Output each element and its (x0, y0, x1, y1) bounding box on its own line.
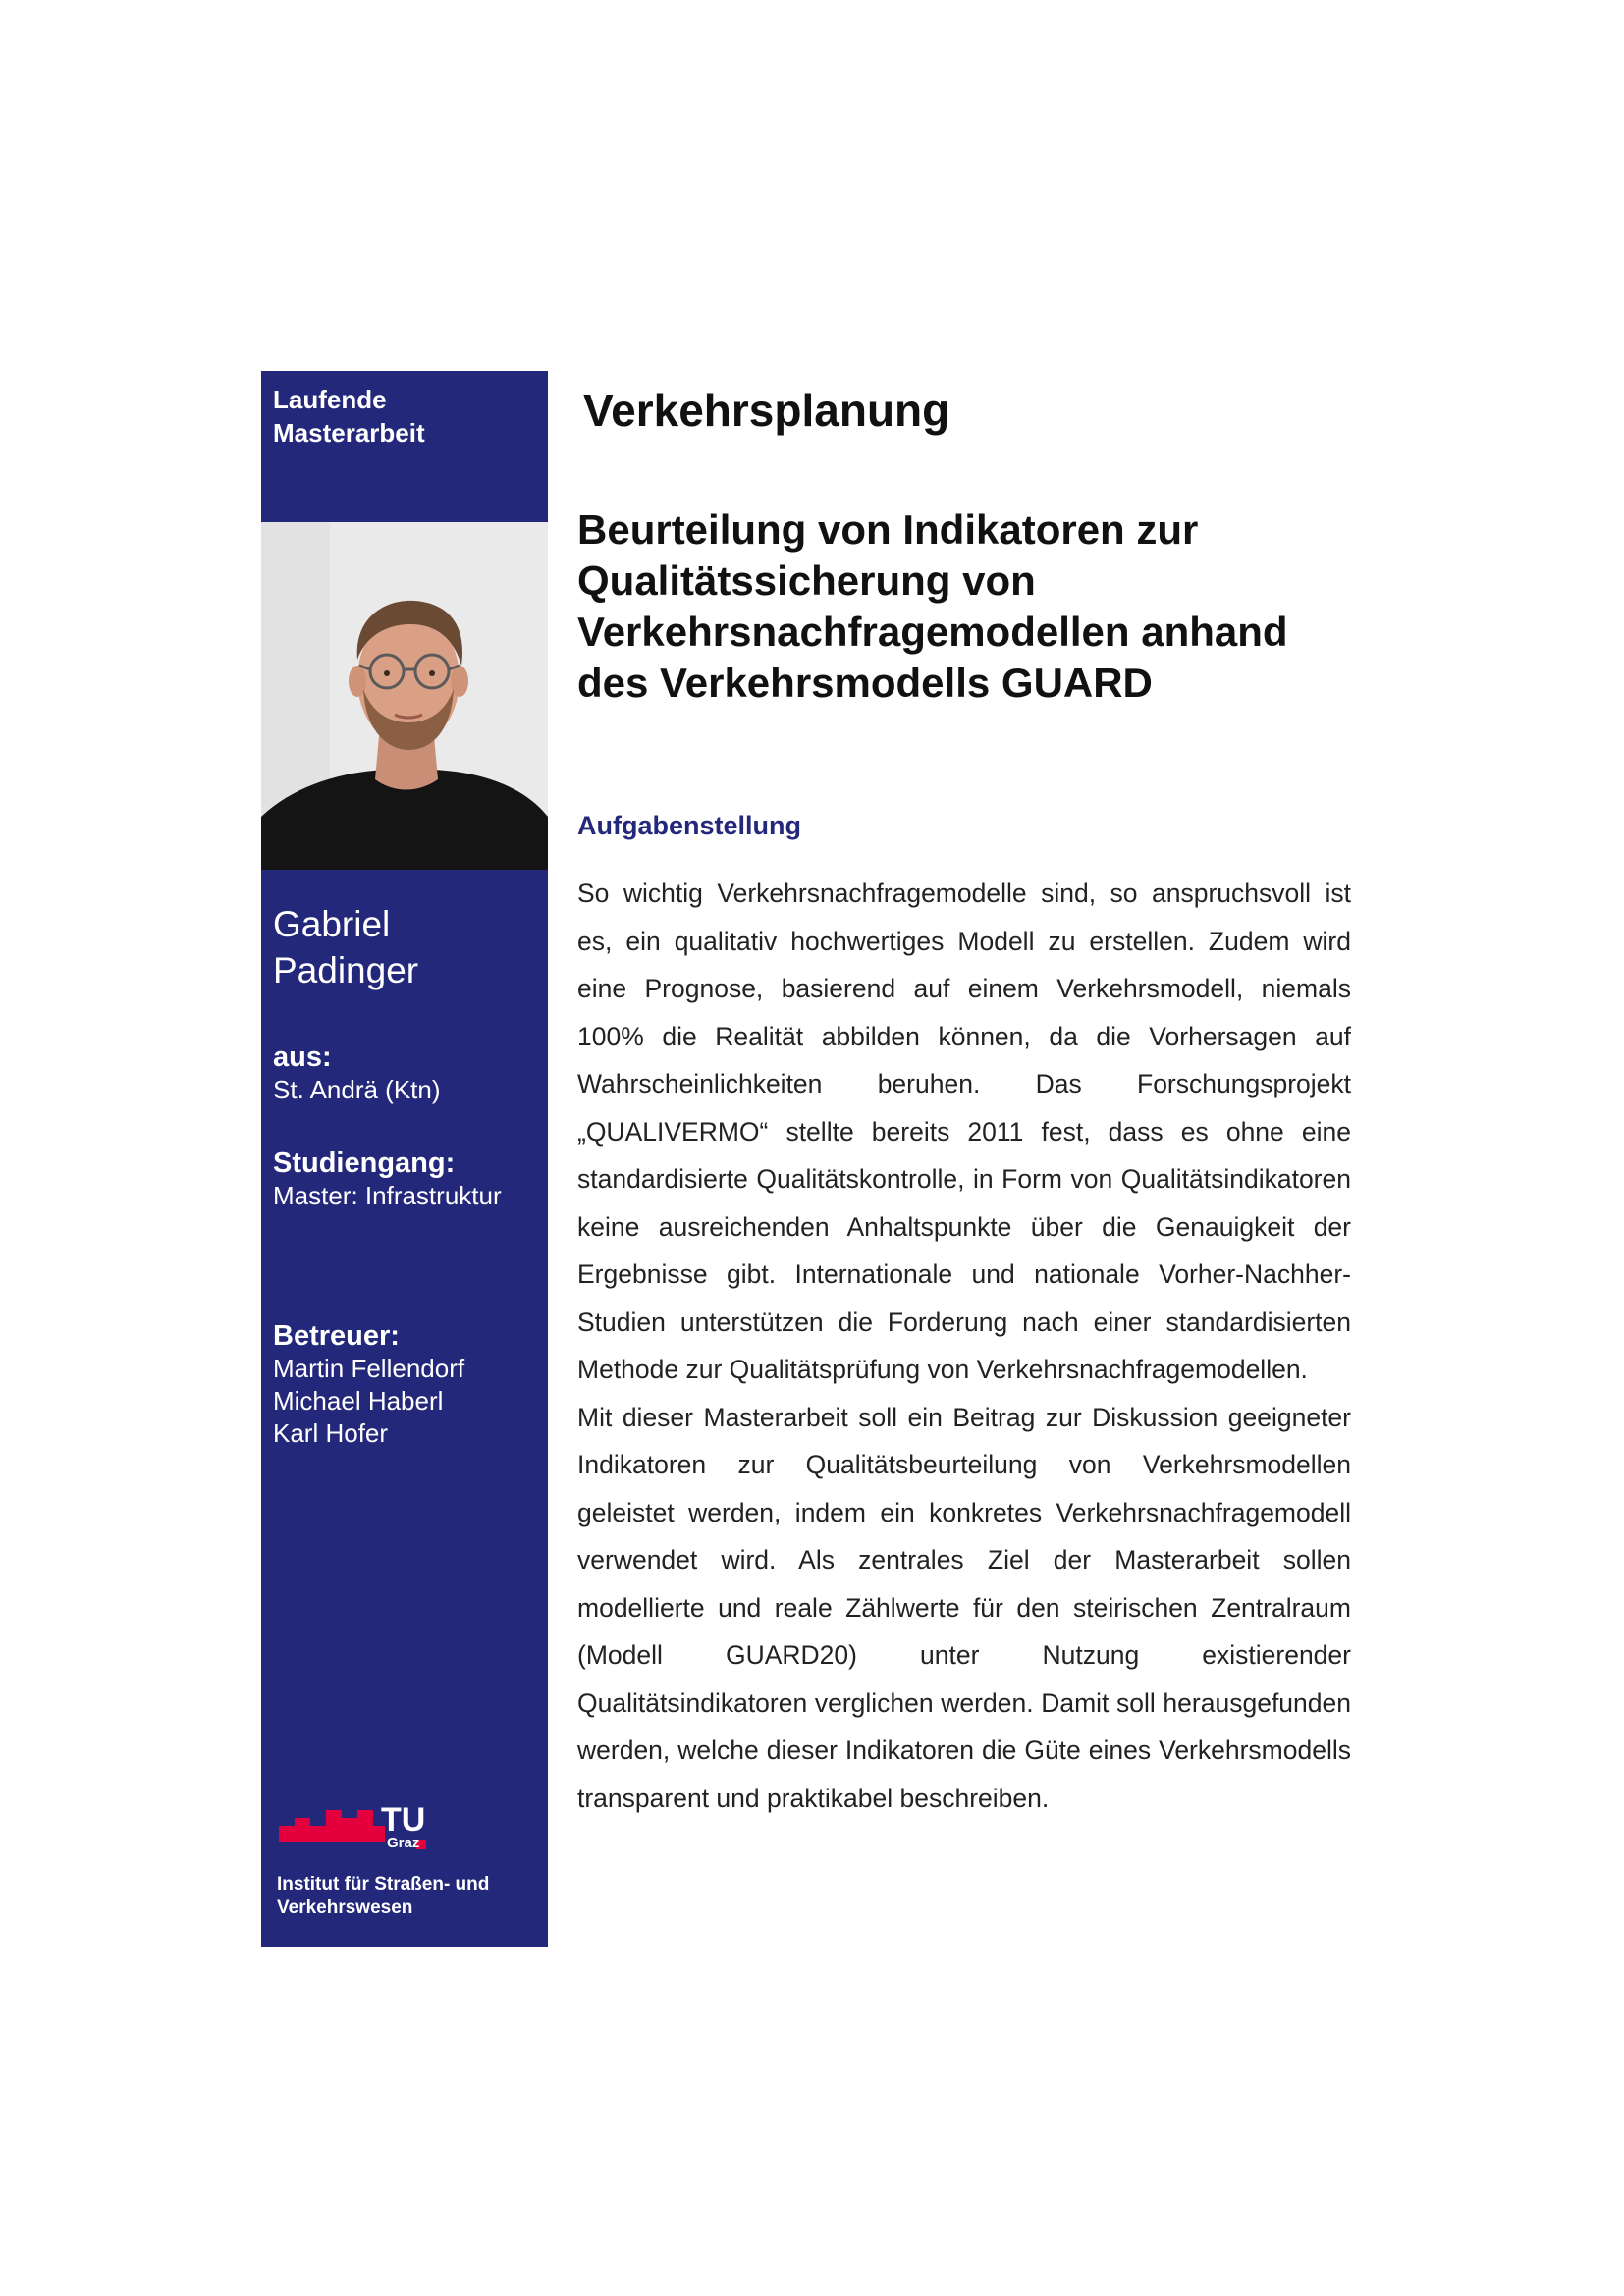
body-paragraph: Mit dieser Masterarbeit soll ein Beitrag zur Diskussion geeigneter Indikatoren zur Qualitätsbeurteilung von Verkehrsmodellen geleistet werden, indem ein konkretes Verkehrsnachfragemodell verwendet wird. Als zentrales Ziel der Masterarbeit sollen modellierte und reale Zählwerte für den steirischen Zentralraum (Modell GUARD20) unter Nutzung existierender Qualitätsindikatoren verglichen werden. Damit soll herausgefunden werden, welche dieser Indikatoren die Güte eines Verkehrsmodells transparent und praktikabel beschreiben. (577, 1402, 1351, 1813)
program-value: Master: Infrastruktur (273, 1181, 502, 1210)
supervisor-item: Karl Hofer (273, 1418, 389, 1448)
sidebar (261, 371, 548, 1947)
supervisor-item: Martin Fellendorf (273, 1354, 465, 1383)
program-block (273, 1147, 502, 1212)
student-first-name: Gabriel (273, 904, 391, 944)
program-label: Studiengang: (273, 1148, 456, 1179)
status-line-2: Masterarbeit (273, 418, 425, 448)
student-name (273, 901, 418, 993)
body-text (577, 870, 1351, 1822)
portrait-illustration (261, 522, 548, 870)
portrait-photo (261, 522, 548, 870)
status-label (273, 383, 425, 450)
logo-tu-text: TU (381, 1801, 426, 1839)
origin-value: St. Andrä (Ktn) (273, 1075, 441, 1104)
thesis-title: Beurteilung von Indikatoren zur Qualitätssicherung von Verkehrsnachfragemodellen anhand des Verkehrsmodells GUARD (577, 507, 1288, 706)
section-heading: Aufgabenstellung (577, 811, 801, 840)
institute-line-2: Verkehrswesen (277, 1897, 413, 1918)
status-line-1: Laufende (273, 385, 387, 414)
institute-line-1: Institut für Straßen- und (277, 1874, 490, 1895)
origin-label: aus: (273, 1041, 332, 1073)
tu-graz-logo (279, 1802, 446, 1870)
student-last-name: Padinger (273, 950, 419, 990)
institute-name (277, 1873, 489, 1920)
body-paragraph: So wichtig Verkehrsnachfragemodelle sind, so anspruchsvoll ist es, ein qualitativ hochwertiges Modell zu erstellen. Zudem wird eine Prognose, basierend auf einem Verkehrsmodell, niemals 100% die Realität abbilden können, da die Vorhersagen auf Wahrscheinlichkeiten beruhen. Das Forschungsprojekt „QUALIVERMO“ stellte bereits 2011 fest, dass es ohne eine standardisierte Qualitätskontrolle, in Form von Qualitätsindikatoren keine ausreichenden Anhaltspunkte über die Genauigkeit der Ergebnisse gibt. Internationale und nationale Vorher-Nachher-Studien unterstützen die Forderung nach einer standardisierten Methode zur Qualitätsprüfung von Verkehrsnachfragemodellen. (577, 879, 1351, 1384)
supervisor-block (273, 1319, 464, 1450)
supervisor-label: Betreuer: (273, 1320, 400, 1352)
logo-graz-text: Graz (387, 1835, 420, 1851)
origin-block (273, 1041, 441, 1106)
supervisor-item: Michael Haberl (273, 1386, 444, 1415)
category-heading: Verkehrsplanung (583, 385, 950, 436)
